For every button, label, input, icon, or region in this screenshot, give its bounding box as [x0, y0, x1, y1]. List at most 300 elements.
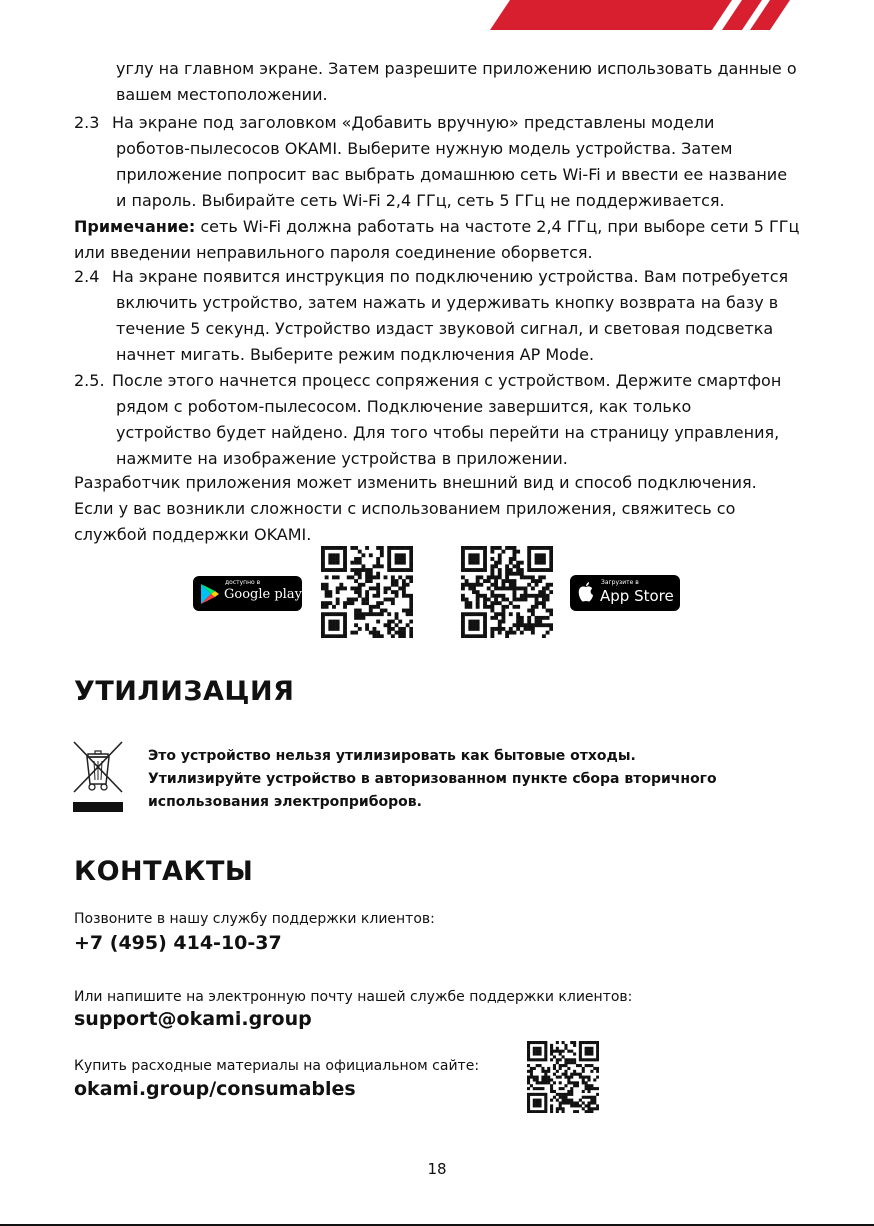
qr-module	[553, 1055, 556, 1058]
qr-module	[562, 1101, 565, 1104]
qr-module	[559, 1104, 562, 1107]
qr-module	[590, 1064, 593, 1067]
qr-module	[587, 1107, 590, 1110]
developer-paragraph: Разработчик приложения может изменить внешний вид и способ подключения. Если у вас возникли сложности с использованием приложения, свяжитесь со службой поддержки OKAMI.	[74, 473, 757, 544]
qr-module	[524, 623, 528, 627]
qr-module	[343, 553, 347, 557]
qr-module	[596, 1107, 599, 1110]
step-2-3-text: На экране под заголовком «Добавить вручную» представлены модели роботов-пылесосов OKAMI. Выберите нужную модель устройства. Затем приложение попросит вас выбрать домашнюю сеть Wi-Fi и ввести ее название и пароль. Выбирайте сеть Wi-Fi 2,4 ГГц, сеть 5 ГГц не поддерживается.	[112, 113, 788, 210]
qr-module	[527, 1101, 530, 1104]
qr-module	[498, 631, 502, 635]
qr-module	[498, 568, 502, 572]
qr-module	[546, 631, 550, 635]
qr-module	[536, 1081, 539, 1084]
qr-module	[461, 557, 465, 561]
qr-module	[509, 561, 513, 565]
qr-module	[536, 1058, 539, 1061]
qr-module	[358, 586, 362, 590]
qr-module	[325, 590, 329, 594]
qr-module	[542, 601, 546, 605]
qr-module	[564, 1044, 567, 1047]
qr-module	[321, 586, 325, 590]
qr-module	[585, 1096, 588, 1099]
qr-module	[409, 620, 413, 624]
qr-module	[531, 605, 535, 609]
qr-module	[468, 568, 472, 572]
qr-module	[549, 561, 553, 565]
qr-module	[498, 586, 502, 590]
qr-module	[527, 550, 531, 554]
qr-module	[472, 553, 476, 557]
qr-module	[536, 1104, 539, 1107]
qr-module	[468, 557, 472, 561]
qr-module	[336, 557, 340, 561]
qr-module	[395, 583, 399, 587]
qr-module	[542, 616, 546, 620]
qr-module	[550, 1084, 553, 1087]
step-2-4-text: На экране появится инструкция по подключению устройства. Вам потребуется включить устройство, затем нажать и удерживать кнопку возврата на базу в течение 5 секунд. Устройство издаст звуковой сигнал, и световая подсветка начнет мигать. Выберите режим подключения AP Mode.	[112, 267, 789, 364]
qr-module	[593, 1099, 596, 1102]
qr-module	[590, 1096, 593, 1099]
qr-module	[549, 557, 553, 561]
qr-module	[332, 561, 336, 565]
qr-module	[539, 1101, 542, 1104]
qr-module	[527, 1087, 530, 1090]
qr-module	[564, 1047, 567, 1050]
qr-module	[380, 564, 384, 568]
qr-module	[468, 623, 472, 627]
qr-module	[409, 568, 413, 572]
qr-module	[395, 616, 399, 620]
qr-module	[376, 620, 380, 624]
qr-module	[582, 1058, 585, 1061]
qr-module	[498, 627, 502, 631]
qr-module	[332, 575, 336, 579]
qr-module	[513, 550, 517, 554]
qr-module	[350, 631, 354, 635]
qr-module	[369, 605, 373, 609]
qr-module	[516, 616, 520, 620]
qr-module	[567, 1076, 570, 1079]
qr-module	[542, 557, 546, 561]
qr-module	[402, 631, 406, 635]
qr-module	[527, 627, 531, 631]
qr-module	[535, 594, 539, 598]
qr-module	[549, 612, 553, 616]
qr-module	[347, 601, 351, 605]
qr-module	[513, 594, 517, 598]
qr-module	[527, 546, 531, 550]
phone-number[interactable]: +7 (495) 414-10-37	[74, 932, 282, 954]
qr-module	[553, 1064, 556, 1067]
qr-module	[542, 594, 546, 598]
qr-module	[398, 557, 402, 561]
qr-module	[533, 1041, 536, 1044]
qr-module	[365, 572, 369, 576]
qr-module	[373, 634, 377, 638]
qr-module	[328, 623, 332, 627]
qr-module	[538, 557, 542, 561]
qr-module	[472, 590, 476, 594]
qr-module	[321, 546, 325, 550]
qr-module	[325, 575, 329, 579]
qr-module	[461, 583, 465, 587]
qr-module	[539, 1041, 542, 1044]
qr-module	[406, 575, 410, 579]
qr-module	[384, 609, 388, 613]
qr-module	[564, 1064, 567, 1067]
qr-module	[535, 557, 539, 561]
email-link[interactable]: support@okami.group	[74, 1008, 312, 1030]
qr-module	[361, 568, 365, 572]
qr-module	[531, 586, 535, 590]
qr-module	[536, 1110, 539, 1113]
qr-module	[533, 1067, 536, 1070]
app-store-badge[interactable]: Загрузите в App Store	[570, 575, 680, 611]
qr-module	[472, 623, 476, 627]
qr-module	[321, 601, 325, 605]
qr-module	[520, 586, 524, 590]
qr-module	[336, 568, 340, 572]
qr-module	[498, 620, 502, 624]
qr-module	[498, 601, 502, 605]
qr-module	[376, 590, 380, 594]
qr-module	[516, 623, 520, 627]
qr-module	[527, 557, 531, 561]
qr-module	[468, 561, 472, 565]
qr-module	[369, 568, 373, 572]
qr-module	[376, 631, 380, 635]
qr-module	[570, 1073, 573, 1076]
qr-module	[361, 612, 365, 616]
qr-module	[373, 586, 377, 590]
qr-module	[505, 598, 509, 602]
qr-module	[556, 1050, 559, 1053]
qr-module	[490, 546, 494, 550]
qr-module	[336, 634, 340, 638]
qr-module	[479, 546, 483, 550]
qr-module	[550, 1078, 553, 1081]
qr-module	[487, 586, 491, 590]
qr-module	[398, 546, 402, 550]
qr-module	[376, 557, 380, 561]
qr-module	[409, 612, 413, 616]
qr-module	[476, 620, 480, 624]
qr-module	[547, 1078, 550, 1081]
qr-module	[461, 550, 465, 554]
qr-module	[559, 1050, 562, 1053]
qr-module	[550, 1110, 553, 1113]
qr-module	[527, 1047, 530, 1050]
qr-module	[536, 1101, 539, 1104]
qr-module	[354, 572, 358, 576]
qr-module	[476, 557, 480, 561]
qr-module	[544, 1044, 547, 1047]
qr-module	[328, 590, 332, 594]
qr-module	[559, 1058, 562, 1061]
qr-module	[505, 634, 509, 638]
qr-module	[567, 1050, 570, 1053]
qr-module	[535, 546, 539, 550]
qr-module	[409, 627, 413, 631]
qr-module	[573, 1053, 576, 1056]
qr-module	[536, 1053, 539, 1056]
qr-module	[579, 1050, 582, 1053]
qr-module	[538, 568, 542, 572]
qr-module	[527, 1078, 530, 1081]
qr-module	[354, 616, 358, 620]
qr-module	[587, 1050, 590, 1053]
qr-module	[494, 586, 498, 590]
qr-module	[325, 546, 329, 550]
qr-module	[343, 586, 347, 590]
qr-module	[494, 594, 498, 598]
qr-module	[562, 1064, 565, 1067]
qr-module	[472, 568, 476, 572]
qr-module	[570, 1090, 573, 1093]
qr-module	[465, 568, 469, 572]
qr-module	[498, 557, 502, 561]
qr-module	[546, 568, 550, 572]
qr-module	[596, 1076, 599, 1079]
qr-module	[573, 1081, 576, 1084]
qr-module	[468, 605, 472, 609]
qr-module	[505, 572, 509, 576]
qr-module	[483, 605, 487, 609]
qr-module	[585, 1053, 588, 1056]
qr-module	[472, 561, 476, 565]
qr-module	[391, 575, 395, 579]
qr-module	[524, 594, 528, 598]
qr-module	[544, 1055, 547, 1058]
qr-module	[539, 1058, 542, 1061]
qr-module	[587, 1064, 590, 1067]
google-play-badge[interactable]: доступно в Google play	[193, 576, 302, 611]
qr-module	[398, 634, 402, 638]
qr-module	[547, 1076, 550, 1079]
qr-module	[365, 623, 369, 627]
qr-module	[527, 1055, 530, 1058]
qr-module	[358, 557, 362, 561]
qr-module	[369, 609, 373, 613]
qr-module	[553, 1073, 556, 1076]
qr-module	[570, 1058, 573, 1061]
qr-module	[596, 1053, 599, 1056]
qr-module	[358, 568, 362, 572]
qr-module	[513, 586, 517, 590]
qr-module	[539, 1053, 542, 1056]
qr-module	[376, 612, 380, 616]
qr-module	[468, 601, 472, 605]
qr-module	[395, 631, 399, 635]
qr-module	[369, 575, 373, 579]
qr-module	[542, 568, 546, 572]
qr-module	[336, 553, 340, 557]
qr-module	[582, 1090, 585, 1093]
qr-module	[562, 1041, 565, 1044]
qr-module	[387, 627, 391, 631]
shop-link[interactable]: okami.group/consumables	[74, 1078, 356, 1100]
qr-module	[596, 1047, 599, 1050]
qr-module	[387, 620, 391, 624]
qr-module	[365, 627, 369, 631]
qr-module	[494, 561, 498, 565]
qr-module	[332, 605, 336, 609]
qr-module	[590, 1041, 593, 1044]
qr-module	[387, 550, 391, 554]
qr-module	[465, 605, 469, 609]
qr-module	[556, 1076, 559, 1079]
qr-module	[402, 609, 406, 613]
qr-module	[461, 553, 465, 557]
qr-module	[559, 1087, 562, 1090]
qr-module	[562, 1099, 565, 1102]
qr-module	[391, 590, 395, 594]
qr-module	[527, 1107, 530, 1110]
qr-module	[541, 1078, 544, 1081]
qr-module	[535, 583, 539, 587]
qr-module	[527, 1099, 530, 1102]
qr-module	[585, 1047, 588, 1050]
qr-module	[336, 620, 340, 624]
qr-module	[490, 572, 494, 576]
qr-module	[409, 564, 413, 568]
qr-module	[490, 634, 494, 638]
qr-module	[358, 550, 362, 554]
qr-module	[476, 605, 480, 609]
qr-module	[358, 594, 362, 598]
qr-module	[527, 568, 531, 572]
qr-module	[513, 605, 517, 609]
qr-module	[365, 575, 369, 579]
qr-module	[513, 557, 517, 561]
qr-module	[336, 575, 340, 579]
qr-module	[328, 568, 332, 572]
qr-module	[550, 1107, 553, 1110]
qr-module	[339, 634, 343, 638]
qr-module	[490, 627, 494, 631]
qr-module	[490, 616, 494, 620]
qr-module	[596, 1070, 599, 1073]
qr-module	[476, 623, 480, 627]
qr-module	[573, 1073, 576, 1076]
qr-module	[409, 557, 413, 561]
qr-module	[501, 579, 505, 583]
qr-module	[556, 1107, 559, 1110]
qr-module	[550, 1099, 553, 1102]
qr-module	[516, 550, 520, 554]
qr-module	[550, 1104, 553, 1107]
qr-module	[395, 561, 399, 565]
qr-module	[541, 1093, 544, 1096]
qr-module	[531, 631, 535, 635]
qr-module	[527, 561, 531, 565]
qr-module	[556, 1061, 559, 1064]
qr-module	[576, 1081, 579, 1084]
qr-module	[562, 1107, 565, 1110]
qr-module	[472, 627, 476, 631]
qr-module	[328, 620, 332, 624]
qr-module	[587, 1058, 590, 1061]
qr-module	[476, 601, 480, 605]
qr-module	[325, 605, 329, 609]
qr-module	[461, 627, 465, 631]
qr-module	[536, 1099, 539, 1102]
contacts-heading: КОНТАКТЫ	[74, 856, 254, 887]
qr-module	[487, 575, 491, 579]
qr-module	[544, 1058, 547, 1061]
qr-module	[339, 583, 343, 587]
qr-module	[343, 623, 347, 627]
qr-module	[321, 634, 325, 638]
qr-module	[361, 583, 365, 587]
qr-module	[501, 586, 505, 590]
qr-module	[494, 579, 498, 583]
qr-module	[361, 616, 365, 620]
qr-module	[505, 631, 509, 635]
qr-module	[562, 1055, 565, 1058]
qr-module	[541, 1081, 544, 1084]
qr-module	[564, 1099, 567, 1102]
qr-module	[376, 594, 380, 598]
qr-module	[542, 553, 546, 557]
qr-module	[406, 568, 410, 572]
qr-module	[531, 546, 535, 550]
qr-module	[513, 583, 517, 587]
qr-module	[325, 601, 329, 605]
qr-module	[567, 1058, 570, 1061]
qr-module	[483, 546, 487, 550]
qr-module	[585, 1064, 588, 1067]
qr-module	[343, 550, 347, 554]
qr-module	[527, 1096, 530, 1099]
qr-module	[513, 590, 517, 594]
qr-module	[373, 631, 377, 635]
intro-text: углу на главном экране. Затем разрешите приложению использовать данные о вашем местоположении.	[116, 59, 797, 104]
qr-module	[501, 594, 505, 598]
qr-module	[476, 634, 480, 638]
qr-module	[509, 557, 513, 561]
qr-module	[579, 1041, 582, 1044]
qr-module	[553, 1096, 556, 1099]
qr-module	[527, 1064, 530, 1067]
qr-module	[336, 586, 340, 590]
qr-module	[573, 1101, 576, 1104]
qr-module	[461, 616, 465, 620]
qr-module	[468, 620, 472, 624]
qr-module	[559, 1081, 562, 1084]
qr-module	[562, 1073, 565, 1076]
qr-module	[395, 623, 399, 627]
qr-module	[520, 561, 524, 565]
qr-module	[513, 572, 517, 576]
qr-module	[354, 546, 358, 550]
qr-module	[544, 1078, 547, 1081]
qr-module	[524, 586, 528, 590]
step-number: 2.3	[74, 113, 100, 132]
qr-module	[376, 575, 380, 579]
qr-module	[527, 623, 531, 627]
qr-module	[498, 553, 502, 557]
qr-module	[576, 1104, 579, 1107]
qr-module	[546, 623, 550, 627]
qr-module	[550, 1058, 553, 1061]
qr-module	[387, 612, 391, 616]
qr-module	[585, 1087, 588, 1090]
qr-module	[593, 1078, 596, 1081]
qr-module	[587, 1110, 590, 1113]
qr-module	[343, 557, 347, 561]
